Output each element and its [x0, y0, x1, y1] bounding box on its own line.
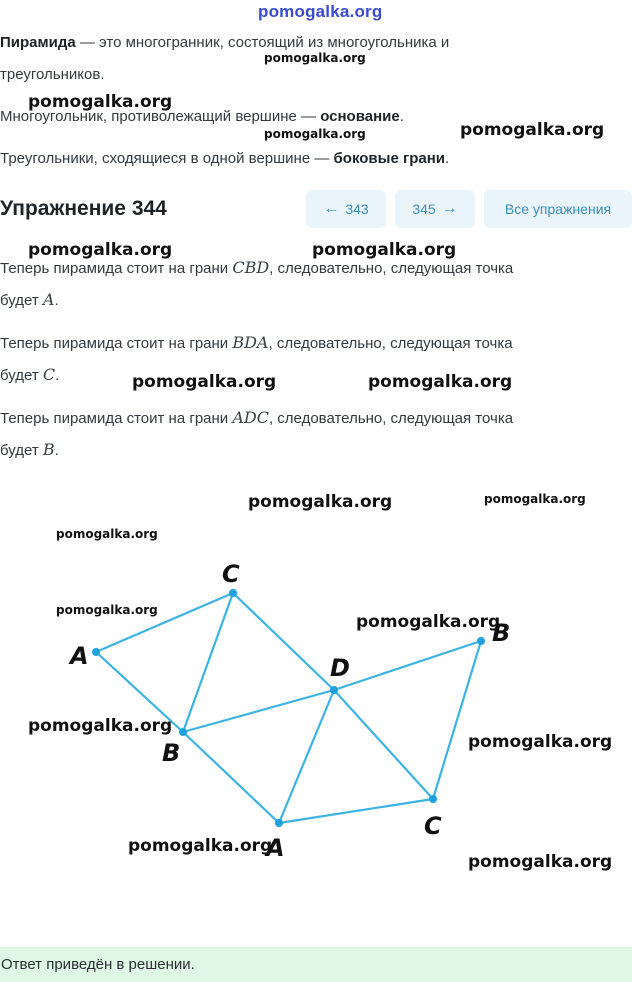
solution-line-2a	[0, 333, 513, 354]
watermark: pomogalka.org	[132, 372, 277, 392]
watermark: pomogalka.org	[28, 92, 173, 112]
period: .	[54, 292, 59, 309]
all-exercises-button[interactable]: Все упражнения	[484, 190, 632, 228]
net-edge	[334, 641, 481, 690]
arrow-right-icon: →	[441, 200, 458, 217]
answer-bar	[0, 947, 632, 982]
theory-paragraph-pyramid	[0, 33, 449, 53]
solution-text: будет	[0, 442, 43, 459]
net-vertex	[477, 637, 485, 645]
watermark: pomogalka.org	[264, 51, 366, 65]
net-vertex	[429, 795, 437, 803]
exercise-title: Упражнение 344	[0, 197, 167, 220]
solution-text: Теперь пирамида стоит на грани	[0, 410, 233, 427]
net-vertex	[275, 819, 283, 827]
net-vertex	[330, 686, 338, 694]
next-exercise-label: 345	[412, 201, 436, 217]
face-label: CBD	[232, 258, 270, 277]
vertex-label: C	[222, 560, 240, 588]
solution-text: , следовательно, следующая точка	[268, 410, 514, 427]
solution-line-2b	[0, 365, 59, 386]
net-edge	[279, 690, 334, 823]
prev-exercise-label: 343	[345, 201, 369, 217]
pyramid-net-figure	[0, 540, 632, 870]
next-exercise-button[interactable]	[395, 190, 475, 228]
watermark: pomogalka.org	[468, 732, 613, 752]
point-label: A	[42, 290, 55, 309]
net-vertex	[179, 728, 187, 736]
vertex-label: A	[266, 834, 285, 862]
solution-line-3a	[0, 408, 513, 429]
watermark: pomogalka.org	[356, 612, 501, 632]
theory-paragraph-pyramid-line2: треугольников.	[0, 66, 105, 83]
base-definition-text: Многоугольник, противолежащий вершине —	[0, 108, 321, 125]
net-edge	[233, 593, 334, 690]
solution-text: будет	[0, 292, 43, 309]
solution-text: будет	[0, 367, 43, 384]
watermark: pomogalka.org	[56, 603, 158, 617]
net-vertex	[229, 589, 237, 597]
watermark: pomogalka.org	[128, 836, 273, 856]
definition-text: — это многогранник, состоящий из многоугольника и	[75, 34, 450, 51]
net-edge	[96, 593, 233, 652]
point-label: C	[42, 365, 56, 384]
term-lateral-faces: боковые грани	[333, 150, 445, 167]
solution-line-3b	[0, 440, 59, 461]
solution-text: Теперь пирамида стоит на грани	[0, 260, 233, 277]
watermark: pomogalka.org	[484, 492, 586, 506]
solution-line-1a	[0, 258, 513, 279]
face-label: BDA	[232, 333, 269, 352]
prev-exercise-button[interactable]	[306, 190, 386, 228]
net-vertex	[92, 648, 100, 656]
site-logo[interactable]: pomogalka.org	[258, 2, 383, 21]
watermark: pomogalka.org	[460, 120, 605, 140]
solution-text: , следовательно, следующая точка	[269, 260, 514, 277]
net-edge	[183, 690, 334, 732]
watermark: pomogalka.org	[56, 527, 158, 541]
vertex-label: A	[70, 642, 89, 670]
period: .	[54, 442, 59, 459]
watermark: pomogalka.org	[468, 852, 613, 872]
net-edge	[183, 732, 279, 823]
solution-line-1b	[0, 290, 59, 311]
term-base: основание	[320, 108, 400, 125]
point-label: B	[42, 440, 55, 459]
arrow-left-icon: ←	[323, 200, 340, 217]
period: .	[445, 150, 450, 167]
net-edge	[334, 690, 433, 799]
period: .	[399, 108, 404, 125]
lateral-definition-text: Треугольники, сходящиеся в одной вершине —	[0, 150, 334, 167]
net-edge	[433, 641, 481, 799]
term-pyramid: Пирамида	[0, 34, 76, 51]
watermark: pomogalka.org	[368, 372, 513, 392]
theory-paragraph-lateral-faces	[0, 149, 449, 169]
watermark: pomogalka.org	[28, 716, 173, 736]
watermark: pomogalka.org	[248, 492, 393, 512]
answer-text: Ответ приведён в решении.	[1, 956, 195, 973]
vertex-label: B	[492, 619, 511, 647]
solution-text: , следовательно, следующая точка	[268, 335, 513, 352]
net-edge	[183, 593, 233, 732]
watermark: pomogalka.org	[312, 240, 457, 260]
vertex-label: D	[330, 654, 350, 682]
watermark: pomogalka.org	[264, 127, 366, 141]
period: .	[55, 367, 60, 384]
watermark: pomogalka.org	[28, 240, 173, 260]
solution-text: Теперь пирамида стоит на грани	[0, 335, 233, 352]
vertex-label: C	[424, 812, 442, 840]
face-label: ADC	[232, 408, 269, 427]
vertex-label: B	[162, 739, 181, 767]
net-edge	[279, 799, 433, 823]
